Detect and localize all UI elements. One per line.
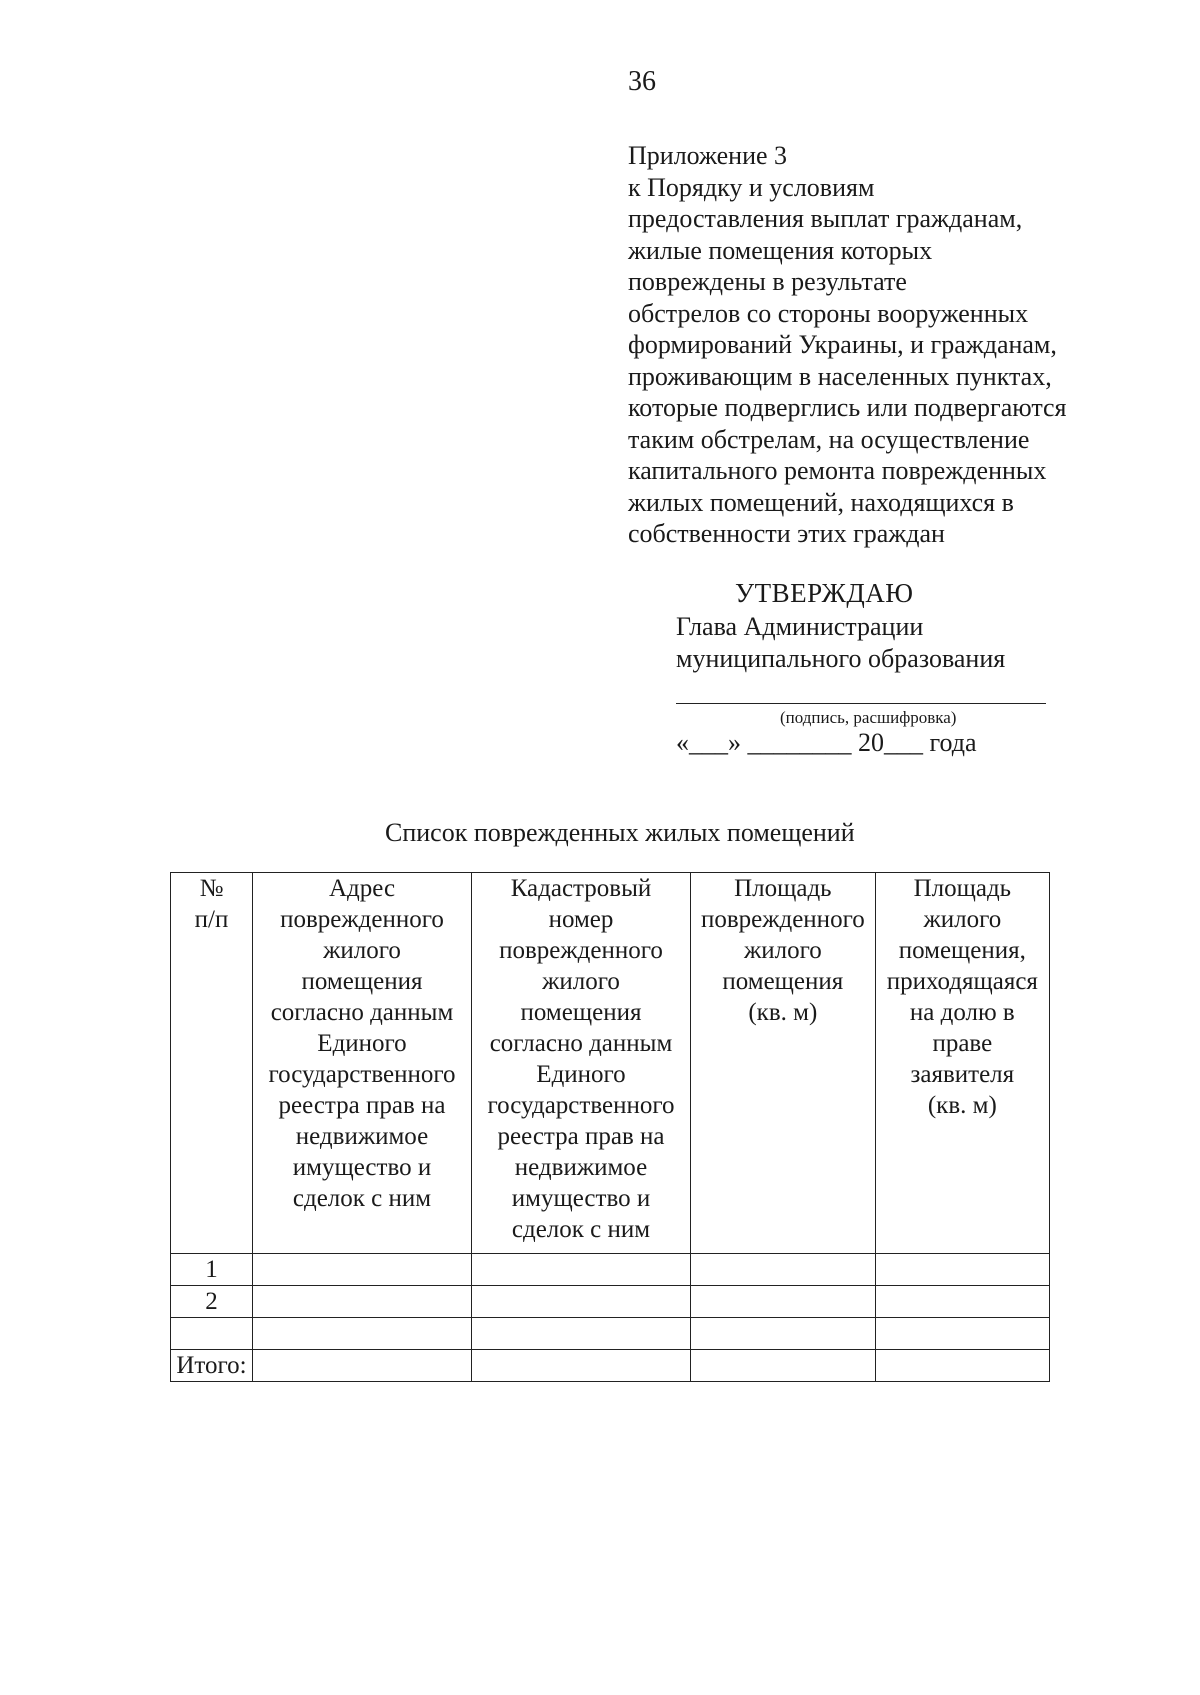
damaged-premises-table (170, 872, 1050, 1382)
table-cell (472, 1254, 691, 1286)
signature-caption: (подпись, расшифровка) (780, 708, 957, 727)
header-line: реестра прав на (278, 1092, 446, 1119)
header-line: заявителя (910, 1061, 1015, 1088)
header-line: государственного (268, 1061, 456, 1088)
header-line: Единого (317, 1030, 407, 1057)
table-cell (253, 1286, 472, 1318)
table-cell (691, 1254, 876, 1286)
appendix-line: жилые помещения которых (628, 235, 933, 265)
table-cell (253, 1350, 472, 1382)
header-line: поврежденного (280, 906, 444, 933)
approval-title: УТВЕРЖДАЮ (735, 578, 914, 608)
header-line: Кадастровый (510, 875, 652, 902)
page-number: 36 (628, 66, 656, 97)
header-line: (кв. м) (927, 1092, 997, 1119)
approval-date-line: «___» ________ 20___ года (676, 728, 977, 757)
table-cell (472, 1318, 691, 1350)
signature-line (676, 703, 1046, 704)
header-line: государственного (487, 1092, 675, 1119)
table-row (171, 1286, 1050, 1318)
table-cell: 2 (171, 1286, 253, 1318)
appendix-line: повреждены в результате (628, 267, 907, 296)
header-line: № (199, 875, 224, 902)
table-total-row (171, 1350, 1050, 1382)
table-cell: 1 (171, 1254, 253, 1286)
appendix-line: к Порядку и условиям (628, 172, 875, 202)
table-cell (171, 1318, 253, 1350)
header-line: жилого (542, 968, 620, 995)
header-line: имущество и (511, 1185, 651, 1212)
appendix-line: таким обстрелам, на осуществление (628, 424, 1030, 454)
header-line: жилого (323, 937, 401, 964)
header-line: помещения (520, 999, 642, 1026)
header-line: Площадь (734, 875, 832, 902)
header-address (253, 873, 472, 1254)
header-line: (кв. м) (748, 999, 818, 1026)
header-line: п/п (194, 906, 229, 933)
total-label: Итого: (171, 1350, 253, 1382)
appendix-line: которые подверглись или подвергаются (628, 393, 1067, 422)
header-line: Адрес (328, 875, 396, 902)
list-title: Список поврежденных жилых помещений (385, 818, 855, 847)
table-cell (691, 1350, 876, 1382)
table-header-row (171, 873, 1050, 1254)
header-line: поврежденного (499, 937, 663, 964)
header-line: помещения (722, 968, 844, 995)
appendix-line: жилых помещений, находящихся в (628, 487, 1014, 517)
header-line: помещения (301, 968, 423, 995)
header-line: на долю в (909, 999, 1015, 1026)
appendix-note (628, 140, 1148, 550)
appendix-line: предоставления выплат гражданам, (628, 204, 1023, 233)
table-cell (875, 1318, 1049, 1350)
header-line: жилого (923, 906, 1002, 933)
header-line: жилого (743, 937, 822, 964)
table-cell (253, 1318, 472, 1350)
table-cell (472, 1350, 691, 1382)
header-line: согласно данным (270, 999, 454, 1026)
header-line: согласно данным (489, 1030, 673, 1057)
appendix-line: обстрелов со стороны вооруженных (628, 298, 1029, 328)
header-line: помещения, (898, 937, 1026, 964)
appendix-line: собственности этих граждан (628, 519, 945, 548)
header-line: имущество и (292, 1154, 432, 1181)
appendix-line: формирований Украины, и гражданам, (628, 330, 1057, 359)
approval-organization: муниципального образования (676, 644, 1006, 673)
header-cadastral-number (472, 873, 691, 1254)
header-damaged-area (691, 873, 876, 1254)
header-applicant-share-area (875, 873, 1049, 1254)
table-cell (691, 1318, 876, 1350)
header-line: сделок с ним (292, 1185, 432, 1212)
header-line: Площадь (913, 875, 1012, 902)
approval-position: Глава Администрации (676, 612, 924, 641)
header-line: реестра прав на (497, 1123, 665, 1150)
table-row (171, 1254, 1050, 1286)
header-line: Единого (536, 1061, 626, 1088)
table-cell (875, 1350, 1049, 1382)
header-line: недвижимое (514, 1154, 648, 1181)
header-number (171, 873, 253, 1254)
table-cell (875, 1254, 1049, 1286)
table-cell (875, 1286, 1049, 1318)
appendix-line: проживающим в населенных пунктах, (628, 361, 1052, 391)
table-row (171, 1318, 1050, 1350)
appendix-line: Приложение 3 (628, 141, 788, 170)
table-cell (472, 1286, 691, 1318)
header-line: недвижимое (295, 1123, 429, 1150)
header-line: приходящаяся (886, 968, 1038, 995)
table-cell (253, 1254, 472, 1286)
header-line: номер (548, 906, 614, 933)
table-cell (691, 1286, 876, 1318)
header-line: праве (932, 1030, 993, 1057)
header-line: сделок с ним (511, 1216, 651, 1243)
appendix-line: капитального ремонта поврежденных (628, 456, 1047, 485)
header-line: поврежденного (700, 906, 865, 933)
